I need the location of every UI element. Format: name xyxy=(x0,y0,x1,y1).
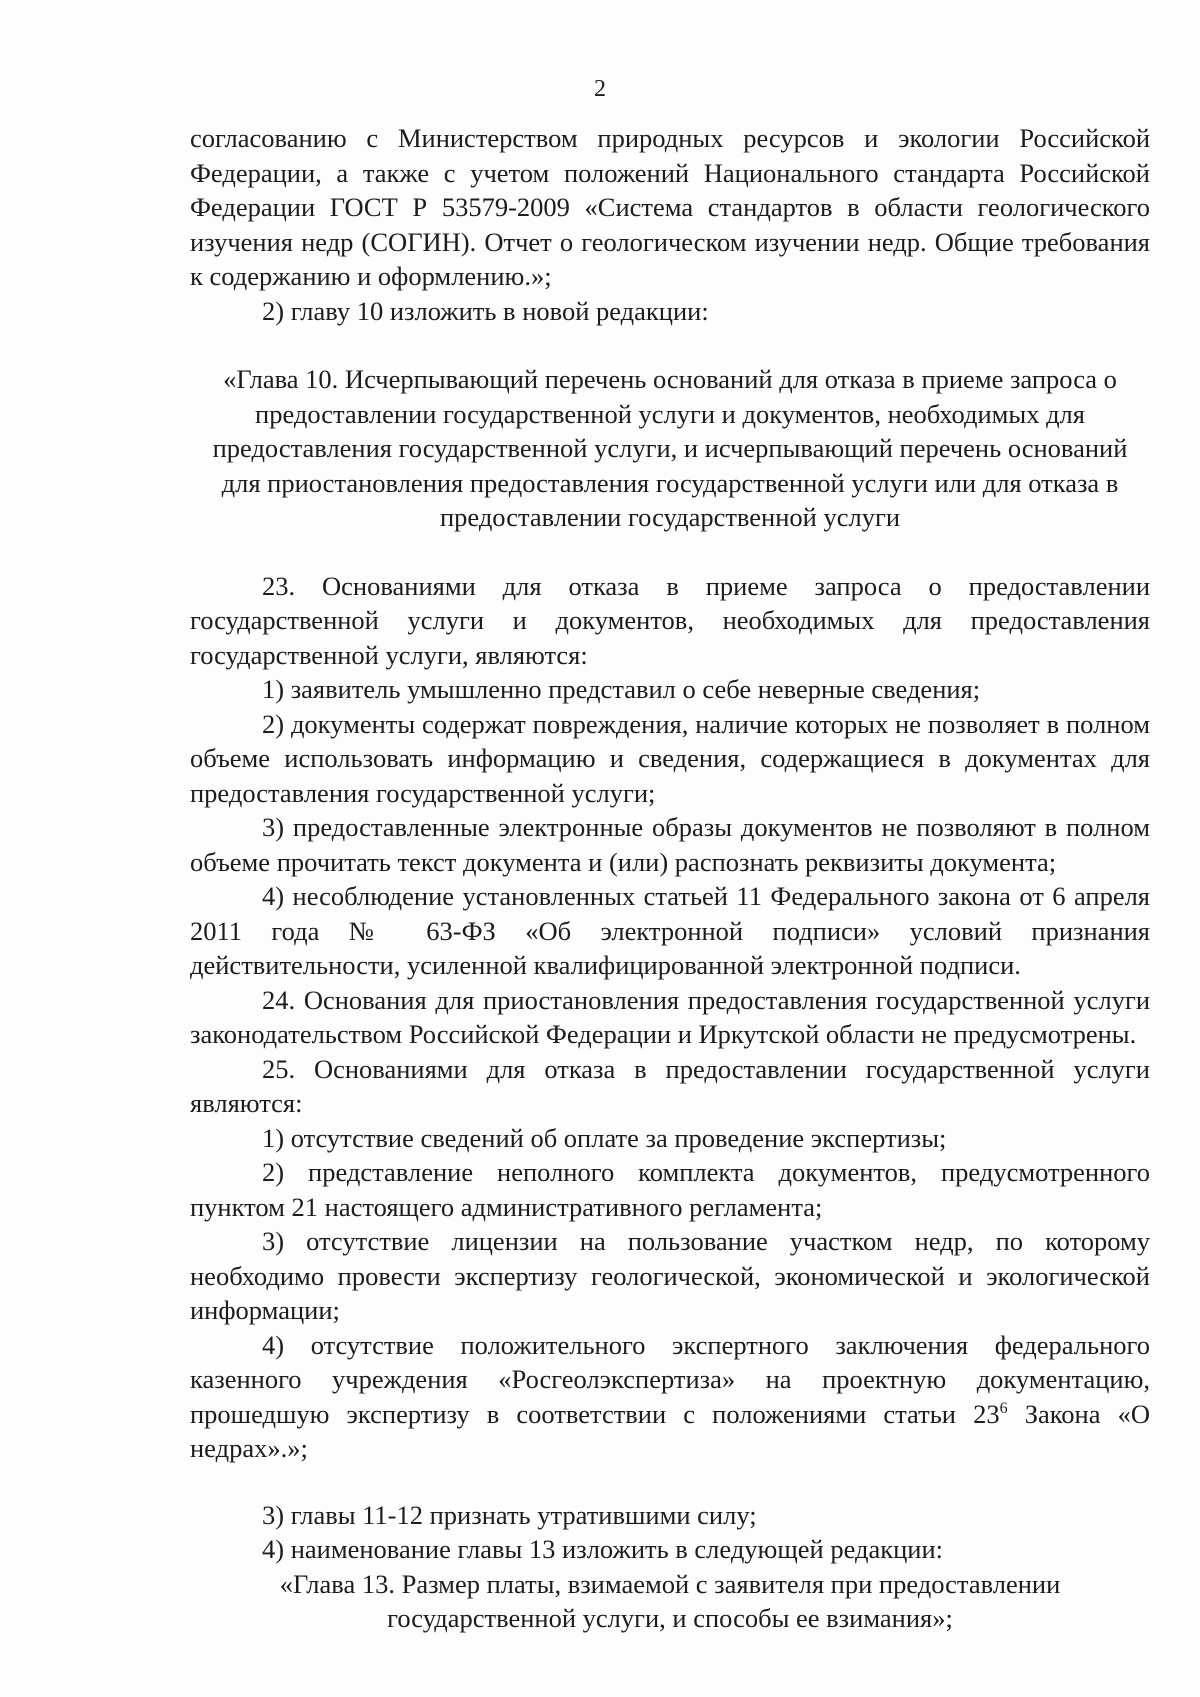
clause-25-item-1: 1) отсутствие сведений об оплате за проведение экспертизы; xyxy=(262,1122,947,1153)
clause-23: 23. Основаниями для отказа в приеме запроса о предоставлении государственной услуги и документов, необходимых для предоставления государственной услуги, являются: xyxy=(190,570,1150,670)
paragraph-amendment-chapter-13: 4) наименование главы 13 изложить в следующей редакции: xyxy=(262,1534,944,1564)
clause-25-item-2: 2) представление неполного комплекта документов, предусмотренного пунктом 21 настоящего административного регламента; xyxy=(190,1157,1150,1222)
paragraph-continuation: согласованию с Министерством природных ресурсов и экологии Российской Федерации, а также с учетом положений Национального стандарта Российской Федерации ГОСТ Р 53579-2009 «Система стандартов в области геологического изучения недр (СОГИН). Отчет о геологическом изучении недр. Общие требования к содержанию и оформлению.»; xyxy=(190,123,1150,291)
clause-25-item-3: 3) отсутствие лицензии на пользование участком недр, по которому необходимо провести экспертизу геологической, экономической и экологической информации; xyxy=(190,1226,1150,1325)
clause-23-item-2: 2) документы содержат повреждения, наличие которых не позволяет в полном объеме использовать информацию и сведения, содержащиеся в документах для предоставления государственной услуги; xyxy=(190,708,1150,808)
clause-25-item-4-text: 4) отсутствие положительного экспертного заключения федерального казенного учреждения «Росгеолэкспертиза» на проектную документацию, прошедшую экспертизу в соответствии с положениями статьи 23 xyxy=(190,1329,1150,1429)
spacer xyxy=(190,1466,1150,1498)
superscript: 6 xyxy=(999,1399,1008,1417)
paragraph-amendment-chapter-10: 2) главу 10 изложить в новой редакции: xyxy=(262,295,709,326)
paragraph-amendment-chapters-11-12: 3) главы 11-12 признать утратившими силу; xyxy=(262,1499,757,1530)
clause-23-item-4: 4) несоблюдение установленных статьей 11 Федерального закона от 6 апреля 2011 года № 63-ФЗ «Об электронной подписи» условий признания действительности, усиленной квалифицированной электронной подписи. xyxy=(190,881,1150,980)
spacer xyxy=(190,328,1150,362)
document-body xyxy=(190,121,1150,1636)
chapter-13-heading: «Глава 13. Размер платы, взимаемой с заявителя при предоставлении государственной услуги, и способы ее взимания»; xyxy=(279,1568,1061,1633)
clause-25: 25. Основаниями для отказа в предоставлении государственной услуги являются: xyxy=(190,1053,1150,1118)
clause-23-item-3: 3) предоставленные электронные образы документов не позволяют в полном объеме прочитать текст документа и (или) распознать реквизиты документа; xyxy=(190,812,1150,877)
clause-24: 24. Основания для приостановления предоставления государственной услуги законодательством Российской Федерации и Иркутской области не предусмотрены. xyxy=(190,984,1150,1049)
clause-25-item-4 xyxy=(190,1328,1150,1466)
clause-25-item-4-text-end: Закона «О недрах».»; xyxy=(190,1398,1150,1463)
clause-23-item-1: 1) заявитель умышленно представил о себе неверные сведения; xyxy=(262,674,981,704)
page-number: 2 xyxy=(594,76,606,102)
spacer xyxy=(190,535,1150,569)
chapter-10-heading: «Глава 10. Исчерпывающий перечень оснований для отказа в приеме запроса о предоставлении государственной услуги и документов, необходимых для предоставления государственной услуги, и исчерпывающий перечень оснований для приостановления предоставления государственной услуги или для отказа в предоставлении государственной услуги xyxy=(212,364,1128,532)
